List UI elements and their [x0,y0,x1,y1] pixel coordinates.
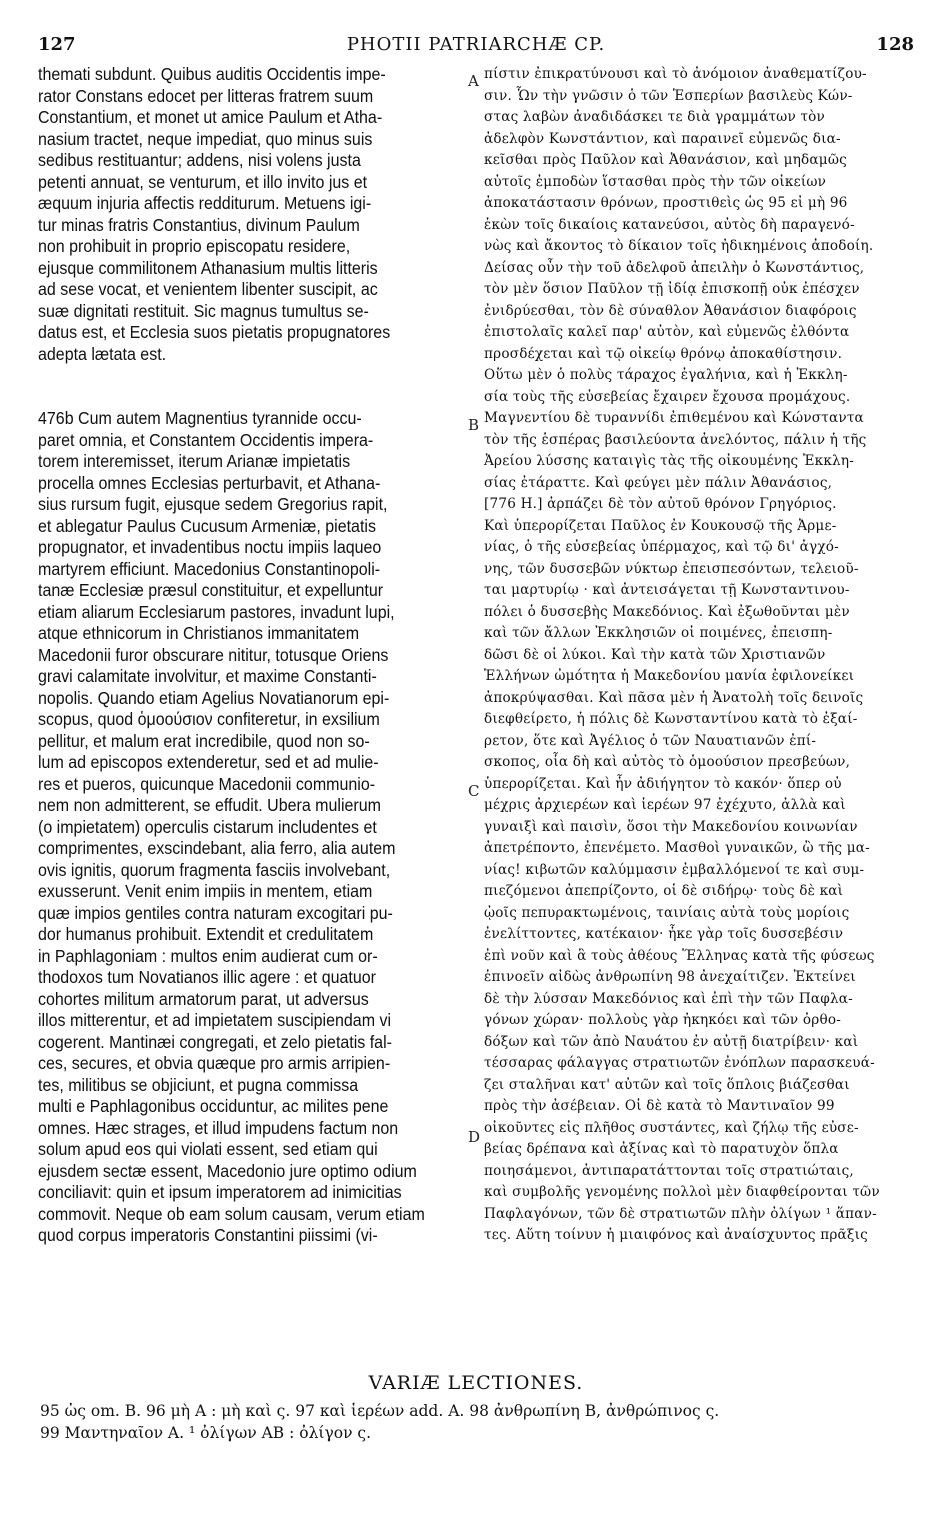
greek-text-line: Οὕτω μὲν ὁ πολὺς τάραχος ἐγαλήνια, καὶ ἡ Ἐκκλη- [484,367,848,383]
latin-text-line: cohortes militum armatorum parat, ut adversus [38,988,369,1009]
greek-text-line: ἐπινοεῖν αἰδὼς ἀνθρωπίνη 98 ἀνεχαίτιζεν. Ἐκτείνει [484,969,856,985]
greek-text-line: γόνων χώραν· πολλοὺς γὰρ ἠκηκόει καὶ τῶν ὀρθο- [484,1012,842,1028]
latin-text-line: ejusque commilitonem Athanasium multis litteris [38,257,378,278]
latin-text-line: res et pueros, quicunque Macedonii communio- [38,773,376,794]
latin-text-line: ovis ignitis, quorum fragmenta fasciis involvebant, [38,859,391,880]
latin-text-line: non prohibuit in proprio episcopatu residere, [38,236,351,256]
greek-text-line: σία τοὺς τῆς εὐσεβείας ἔχαιρεν ἔχουσα προμάχους. [484,388,851,405]
greek-text-line: οἰκοῦντες εἰς πλῆθος συστάντες, καὶ ζήλῳ τῆς εὐσε- [484,1119,859,1136]
greek-text-line: μέχρις ἀρχιερέων καὶ ἱερέων 97 ἐχέχυτο, ἀλλὰ καὶ [484,797,846,813]
margin-marker-b: B [468,416,480,434]
margin-marker-c: C [468,782,480,800]
latin-text-line: solum apud eos qui violati essent, sed etiam qui [38,1139,378,1159]
latin-text-line: adepta lætata est. [38,343,167,364]
greek-text-line: [776 H.] ἁρπάζει δὲ τὸν αὐτοῦ θρόνον Γρηγόριος. [484,496,837,512]
greek-text-line: ποιησάμενοι, ἀντιπαρατάττονται τοῖς στρατιώταις, [484,1162,854,1179]
latin-text-line: in Paphlagoniam : multos enim audierat cum or- [38,945,378,966]
greek-text-line: δόξων καὶ τῶν ἀπὸ Ναυάτου ἐν αὐτῇ διατρίβειν· καὶ [484,1033,859,1050]
latin-text-line: cogerent. Mantinæi congregati, et zelo pietatis fal- [38,1031,392,1052]
latin-text-line: suæ dignitati restituit. Sic magnus tumultus se- [38,300,369,321]
greek-text-line: προσδέχεται καὶ τῷ οἰκείῳ θρόνῳ ἀποκαθίστησιν. [484,345,843,362]
greek-text-line: ἐπὶ νοῦν καὶ ἃ τοὺς ἀθέους Ἕλληνας κατὰ τῆς φύσεως [484,947,875,964]
latin-text-line: nasium tractet, neque impediat, quo minus suis [38,128,373,149]
greek-text-line: Δείσας οὖν τὴν τοῦ ἀδελφοῦ ἀπειλὴν ὁ Κωνστάντιος, [484,259,865,276]
greek-text-line: διεφθείρετο, ἡ πόλις δὲ Κωνσταντίνου κατὰ τὸ ἐξαί- [484,711,858,727]
greek-text-line: ἀποκρύψασθαι. Καὶ πᾶσα μὲν ἡ Ἀνατολὴ τοῖς δεινοῖς [484,689,864,706]
latin-text-line: etiam aliarum Ecclesiarum pastores, invadunt lupi, [38,601,395,622]
page-number-right: 128 [876,34,914,55]
latin-text-line: sius rursum fugit, ejusque sedem Gregorius rapit, [38,494,388,514]
latin-text-line: quæ impios gentiles contra naturam excogitari pu- [38,902,393,923]
latin-text-line: comprimentes, exscindebant, alia ferro, alia autem [38,838,396,858]
greek-text-line: τὸν μὲν ὅσιον Παῦλον τῇ ἰδίᾳ ἐπισκοπῇ οὐκ ἐπέσχεν [484,281,860,297]
latin-text-line: ejusdem sectæ essent, Macedonio jure optimo odium [38,1160,417,1181]
latin-text-line: quod corpus imperatoris Constantini piissimi (vi- [38,1225,378,1245]
latin-text-line: atque ethnicorum in Christianos immanitatem [38,623,360,643]
latin-text-line: nopolis. Quando etiam Agelius Novatianorum epi- [38,687,390,708]
greek-text-line: σιν. Ὧν τὴν γνῶσιν ὁ τῶν Ἑσπερίων βασιλεὺς Κών- [484,87,853,104]
latin-text-line: tes, militibus se objiciunt, et pugna commissa [38,1074,359,1095]
greek-text-line: ρετον, ὅτε καὶ Ἀγέλιος ὁ τῶν Ναυατιανῶν ἐπί- [484,732,817,749]
greek-text-line: ἑκὼν τοῖς δικαίοις κατανεύσοι, αὐτὸς δὴ παραγενό- [484,216,855,233]
margin-marker-d: D [468,1128,481,1146]
greek-text-line: πρὸς τὴν ἀσέβειαν. Οἱ δὲ κατὰ τὸ Μαντιναῖον 99 [484,1098,835,1114]
latin-column [38,64,432,1247]
greek-text-line: Μαγνεντίου δὲ τυραννίδι ἐπιθεμένου καὶ Κώνσταντα [484,410,864,426]
variant-reading-line: 99 Μαντηναῖον A. ¹ ὀλίγων AB : ὀλίγον ς. [40,1424,372,1442]
greek-text-line: νίας, ὁ τῆς εὐσεβείας ὑπέρμαχος, καὶ τῷ δι' ἀγχό- [484,539,839,555]
greek-text-line: νὼς καὶ ἄκοντος τὸ δίκαιον τοῖς ἠδικημένοις ἀποδοίη. [484,238,874,254]
latin-text-line: datus est, et Ecclesia suos pietatis propugnatores [38,322,391,342]
latin-text-line: illos mitterentur, et ad impietatem suscipiendam vi [38,1010,392,1030]
latin-text-line: scopus, quod ὁμοούσιον confiteretur, in exsilium [38,709,380,729]
latin-text-line: tanæ Ecclesiæ præsul constituitur, et expelluntur [38,580,384,600]
latin-text-line: omnes. Hæc strages, et illud impudens factum non [38,1117,399,1138]
latin-text-line: thodoxos tum Novatianos illic agere : et quatuor [38,967,376,987]
greek-text-line: πιεζόμενοι ἀπεπρίζοντο, οἱ δὲ σιδήρῳ· τοὺς δὲ καὶ [484,883,844,899]
latin-text-line: et ablegatur Paulus Cucusum Armeniæ, pietatis [38,515,376,536]
greek-text-line: αὐτοῖς ἐμποδὼν ἵστασθαι πρὸς τὴν τῶν οἰκείων [484,173,827,190]
paragraph-gap [38,365,432,408]
latin-text-line: gravi calamitate involvitur, et maxime Constanti- [38,666,377,686]
greek-text-line: κεῖσθαι πρὸς Παῦλον καὶ Ἀθανάσιον, καὶ μηδαμῶς [484,152,847,168]
greek-text-line: Ἀρείου λύσσης καταιγὶς τὰς τῆς οἰκουμένης Ἐκκλη- [484,453,855,469]
greek-text-line: πόλει ὁ δυσσεβὴς Μακεδόνιος. Καὶ ἐξωθοῦνται μὲν [484,603,850,620]
latin-text-line: procella omnes Ecclesias perturbavit, et Athana- [38,472,381,493]
latin-text-line: lum ad episcopos extenderetur, sed et ad mulie- [38,752,379,772]
greek-text-line: Καὶ ὑπερορίζεται Παῦλος ἐν Κουκουσῷ τῆς Ἀρμε- [484,517,837,534]
variant-reading-line: 95 ὡς om. B. 96 μὴ A : μὴ καὶ ς. 97 καὶ ἱερέων add. A. 98 ἀνθρωπίνη B, ἀνθρώπινος ς. [40,1402,720,1420]
greek-text-line: βείας δρέπανα καὶ ἀξίνας καὶ τὸ παρατυχὸν ὅπλα [484,1141,839,1157]
latin-text-line: propugnator, et invadentibus noctu impiis laqueo [38,537,382,557]
latin-text-line: martyrem efficiunt. Macedonius Constantinopoli- [38,558,381,579]
latin-text-line: (o impietatem) operculis cistarum includentes et [38,816,377,837]
greek-column [484,64,920,1247]
latin-text-line: multi e Paphlagonibus occiduntur, ac milites pene [38,1096,389,1116]
greek-text-line: ᾠοῖς πεπυρακτωμένοις, ταινίαις αὐτὰ τοὺς μορίοις [484,904,850,921]
running-title: PHOTII PATRIARCHÆ CP. [346,34,606,55]
greek-text-line: σκοπος, οἷα δὴ καὶ αὐτὸς τὸ ὁμοούσιον πρεσβεύων, [484,754,851,770]
latin-text-line: Macedonii furor obscurare nititur, totusque Oriens [38,644,389,665]
latin-text-line: commovit. Neque ob eam solum causam, verum etiam [38,1203,425,1224]
greek-text-line: νίας! κιβωτῶν καλύμμασιν ἐμβαλλόμενοί τε καὶ συμ- [484,861,865,878]
greek-text-line: καὶ συμβολῆς γενομένης πολλοὶ μὲν διαφθείρονται τῶν [484,1184,880,1200]
margin-marker-a: A [468,72,479,90]
greek-text-line: Ἑλλήνων ὠμότητα ἡ Μακεδονίου μανία ἐφιλονείκει [484,668,855,684]
latin-text-line: petenti annuat, se venturum, et illo invito jus et [38,171,368,192]
greek-text-line: νης, τῶν δυσσεβῶν νύκτωρ ἐπεισπεσόντων, τελειοῦ- [484,560,859,577]
latin-text-line: æquum injuria affectis redditurum. Metuens igi- [38,193,372,213]
latin-text-line: themati subdunt. Quibus auditis Occidentis impe- [38,64,386,84]
greek-text-line: ζει σταλῆναι κατ' αὐτῶν καὶ τοῖς ὅπλοις βιάζεσθαι [484,1076,850,1093]
latin-text-line: ces, secures, et obvia quæque pro armis arripien- [38,1053,391,1073]
latin-text-line: sedibus restituantur; addens, nisi volens justa [38,150,361,170]
latin-text-line: exusserunt. Venit enim impiis in mentem, etiam [38,881,373,901]
greek-text-line: καὶ τῶν ἄλλων Ἐκκλησιῶν οἱ ποιμένες, ἐπεισπη- [484,625,833,641]
greek-text-line: στας λαβὼν ἀναδιδάσκει τε διὰ γραμμάτων τὸν [484,109,826,125]
greek-text-line: τέσσαρας φάλαγγας στρατιωτῶν ἐνόπλων παρασκευά- [484,1055,875,1071]
greek-text-line: γυναιξὶ καὶ παισὶν, ὅσοι τὴν Μακεδονίου κοινωνίαν [484,818,858,835]
greek-text-line: σίας ἐτάραττε. Καὶ φεύγει μὲν πάλιν Ἀθανάσιος, [484,474,833,491]
page-header [38,34,914,62]
latin-text-line: rator Constans edocet per litteras fratrem suum [38,85,374,106]
latin-text-line: Constantium, et monet ut amice Paulum et Atha- [38,107,383,127]
greek-text-line: ἀποκατάστασιν θρόνων, προστιθεὶς ὡς 95 εἰ μὴ 96 [484,195,848,211]
latin-text-line: torem interemisset, iterum Arianæ impietatis [38,451,351,471]
greek-text-line: ἐνελίττοντες, κατέκαιον· ἧκε γὰρ τοῖς δυσσεβέσιν [484,926,844,942]
greek-text-line: δὲ τὴν λύσσαν Μακεδόνιος καὶ ἐπὶ τὴν τῶν Παφλα- [484,990,853,1007]
latin-text-line: pellitur, et malum erat incredibile, quod non so- [38,730,370,751]
greek-text-line: δῶσι δὲ οἱ λύκοι. Καὶ τὴν κατὰ τῶν Χριστιανῶν [484,646,826,663]
greek-text-line: ἀδελφὸν Κωνστάντιον, καὶ παραινεῖ εὐμενῶς δια- [484,130,841,147]
greek-text-line: ἐπιστολαῖς καλεῖ παρ' αὐτὸν, καὶ εὐμενῶς ἐλθόντα [484,324,850,340]
greek-text-line: ἀπετρέποντο, ἐπενέμετο. Μασθοὶ γυναικῶν, ὢ τῆς μα- [484,840,870,856]
latin-text-line: tur minas fratris Constantius, divinum Paulum [38,214,360,235]
greek-text-line: πίστιν ἐπικρατύνουσι καὶ τὸ ἀνόμοιον ἀναθεματίζου- [484,66,867,82]
latin-text-line: dor humanus prohibuit. Extendit et credulitatem [38,924,374,944]
latin-text-line: ad sese vocat, et venientem libenter suscipit, ac [38,279,378,299]
greek-text-line: ἐνιδρύεσθαι, τὸν δὲ σύναθλον Ἀθανάσιον διαφόροις [484,302,857,319]
variae-lectiones-title: VARIÆ LECTIONES. [368,1372,584,1394]
greek-text-line: ὑπερορίζεται. Καὶ ἦν ἀδιήγητον τὸ κακόν· ὅπερ οὐ [484,775,842,792]
latin-text-line: paret omnia, et Constantem Occidentis impera- [38,429,374,450]
greek-text-line: τὸν τῆς ἑσπέρας βασιλεύοντα ἀνελόντος, πάλιν ἡ τῆς [484,431,867,448]
greek-text-line: τες. Αὕτη τοίνυν ἡ μιαιφόνος καὶ ἀναίσχυντος πρᾶξις [484,1227,868,1243]
variae-lectiones [40,1400,920,1444]
latin-text-line: conciliavit: quin et ipsum imperatorem ad inimicitias [38,1182,402,1202]
page-number-left: 127 [38,34,76,55]
greek-text-line: ται μαρτυρίῳ · καὶ ἀντεισάγεται τῇ Κωνσταντινου- [484,582,850,598]
latin-text-line: 476b Cum autem Magnentius tyrannide occu- [38,408,362,428]
latin-text-line: nem non admitterent, se effudit. Ubera mulierum [38,795,381,815]
greek-text-line: Παφλαγόνων, τῶν δὲ στρατιωτῶν πλὴν ὀλίγων ¹ ἅπαν- [484,1205,877,1222]
